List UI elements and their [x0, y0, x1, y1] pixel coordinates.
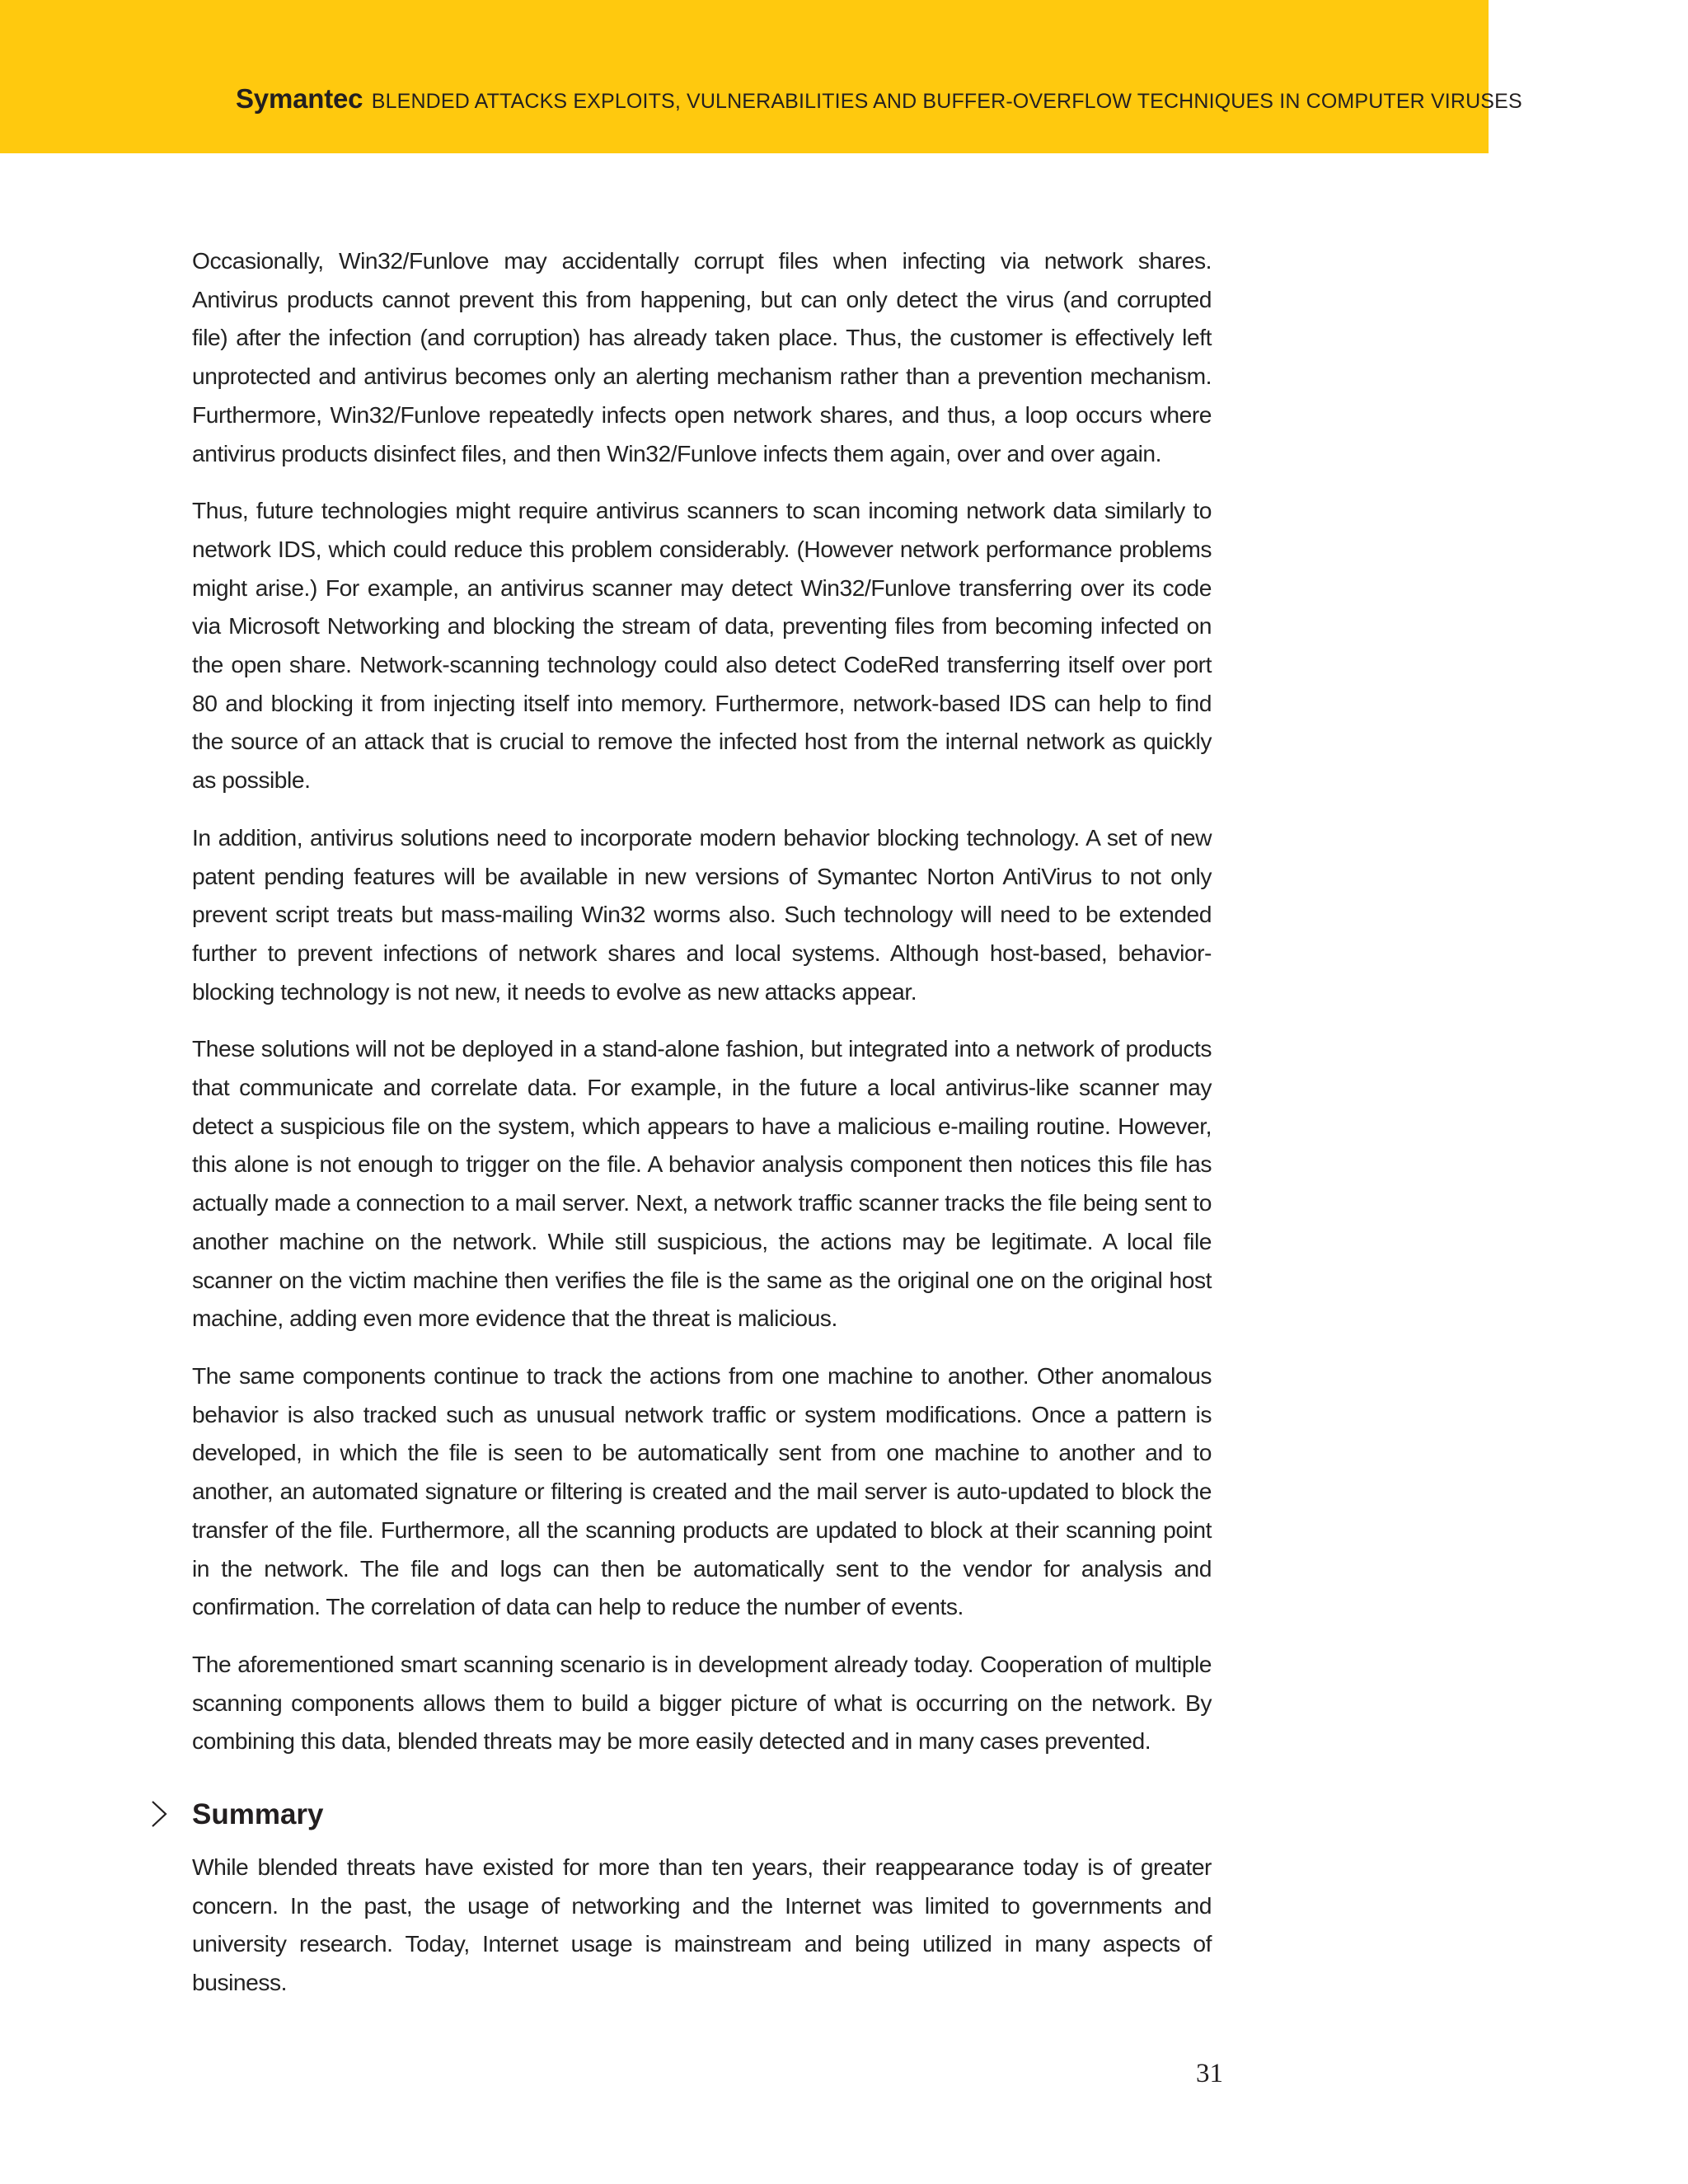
summary-heading: [192, 1794, 1212, 1835]
section-title: Summary: [192, 1798, 324, 1831]
chevron-right-icon: [146, 1800, 171, 1828]
paragraph: In addition, antivirus solutions need to incorporate modern behavior blocking technology. A set of new patent pending features will be available in new versions of Symantec Norton AntiVirus to not only prevent script treats but mass-mailing Win32 worms also. Such technology will need to be extended further to prevent infections of network shares and local systems. Although host-based, behavior-blocking technology is not new, it needs to evolve as new attacks appear.: [192, 823, 1212, 1005]
body-text: [192, 241, 1212, 2021]
paragraph: The aforementioned smart scanning scenario is in development already today. Cooperation of multiple scanning components allows them to build a bigger picture of what is occurring on the network. By combining this data, blended threats may be more easily detected and in many cases prevented.: [192, 1650, 1212, 1755]
header-band: [0, 0, 1522, 153]
paragraph: The same components continue to track the actions from one machine to another. Other anomalous behavior is also tracked such as unusual network traffic or system modifications. Once a pattern is developed, in which the file is seen to be automatically sent from one machine to another and to another, an automated signature or filtering is created and the mail server is auto-updated to block the transfer of the file. Furthermore, all the scanning products are updated to block at their scanning point in the network. The file and logs can then be automatically sent to the vendor for analysis and confirmation. The correlation of data can help to reduce the number of events.: [192, 1361, 1212, 1620]
paragraph: Occasionally, Win32/Funlove may accidentally corrupt files when infecting via network shares. Antivirus products cannot prevent this from happening, but can only detect the virus (and corrupted file) after the infection (and corruption) has already taken place. Thus, the customer is effectively left unprotected and antivirus becomes only an alerting mechanism rather than a prevention mechanism. Furthermore, Win32/Funlove repeatedly infects open network shares, and thus, a loop occurs where antivirus products disinfect files, and then Win32/Funlove infects them again, over and over again.: [192, 247, 1212, 466]
paragraph: Thus, future technologies might require antivirus scanners to scan incoming network data similarly to network IDS, which could reduce this problem considerably. (However network performance problems might arise.) For example, an antivirus scanner may detect Win32/Funlove transferring over its code via Microsoft Networking and blocking the stream of data, preventing files from becoming infected on the open share. Network-scanning technology could also detect CodeRed transferring itself over port 80 and blocking it from injecting itself into memory. Furthermore, network-based IDS can help to find the source of an attack that is crucial to remove the infected host from the internal network as quickly as possible.: [192, 497, 1212, 794]
running-header: [236, 85, 1522, 112]
summary-paragraph: While blended threats have existed for more than ten years, their reappearance today is of greater concern. In the past, the usage of networking and the Internet was limited to governments and university research. Today, Internet usage is mainstream and being utilized in many aspects of business.: [192, 1854, 1212, 1996]
paragraph: These solutions will not be deployed in a stand-alone fashion, but integrated into a network of products that communicate and correlate data. For example, in the future a local antivirus-like scanner may detect a suspicious file on the system, which appears to have a malicious e-mailing routine. However, this alone is not enough to trigger on the file. A behavior analysis component then notices this file has actually made a connection to a mail server. Next, a network traffic scanner tracks the file being sent to another machine on the network. While still suspicious, the actions may be legitimate. A local file scanner on the victim machine then verifies the file is the same as the original one on the original host machine, adding even more evidence that the threat is malicious.: [192, 1035, 1212, 1332]
document-title: BLENDED ATTACKS EXPLOITS, VULNERABILITIES AND BUFFER-OVERFLOW TECHNIQUES IN COMPUTER VIRUSES: [371, 90, 1522, 113]
page-number: 31: [1196, 2059, 1223, 2088]
brand-name: Symantec: [236, 83, 363, 114]
